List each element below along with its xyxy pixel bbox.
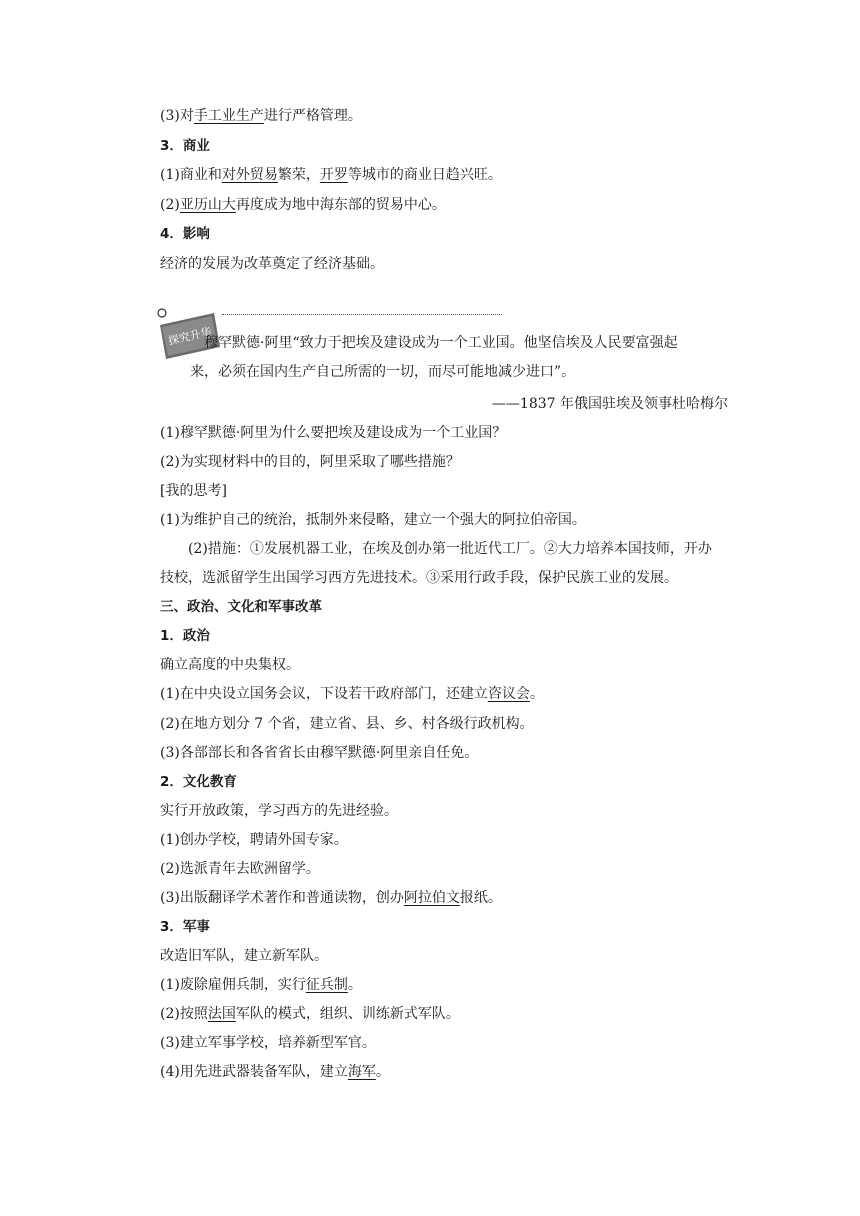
text-span: (3)各部部长和各省省长由穆罕默德·阿里亲自任免。: [160, 744, 479, 761]
text-span: 再度成为地中海东部的贸易中心。: [235, 196, 446, 213]
text-line: [160, 1004, 460, 1024]
dotted-divider: [222, 314, 502, 315]
underlined-term: 开罗: [319, 167, 348, 184]
text-span: (1)商业和: [160, 167, 222, 184]
text-span: (2)为实现材料中的目的，阿里采取了哪些措施？: [160, 454, 460, 471]
text-span: 军队的模式，组织、训练新式军队。: [235, 1006, 460, 1022]
text-span: (2)在地方划分 7 个省，建立省、县、乡、村各级行政机构。: [160, 715, 534, 732]
text-line: [160, 568, 678, 588]
underlined-term: 咨议会: [487, 686, 530, 703]
text-line: [160, 136, 210, 156]
explore-badge-label: 探究升华: [166, 325, 213, 348]
text-span: (2)按照: [160, 1006, 208, 1022]
text-line: [160, 917, 210, 937]
text-span: 。: [529, 686, 544, 703]
text-span: (2)措施：①发展机器工业，在埃及创办第一批近代工厂。②大力培养本国技师，开办: [188, 541, 712, 558]
text-span: (1)在中央设立国务会议，下设若干政府部门，还建立: [160, 686, 488, 703]
text-span: 技校，选派留学生出国学习西方先进技术。③采用行政手段，保护民族工业的发展。: [160, 570, 678, 587]
text-line: [160, 801, 398, 821]
text-line: [160, 1033, 376, 1053]
text-line: [188, 539, 712, 559]
text-span: 报纸。: [459, 889, 502, 906]
quote-line-2: 来，必须在国内生产自己所需的一切，而尽可能地减少进口”。: [190, 364, 576, 380]
text-span: (4)用先进武器装备军队，建立: [160, 1064, 348, 1081]
text-span: (3)建立军事学校，培养新型军官。: [160, 1035, 376, 1052]
text-span: 3．军事: [160, 918, 210, 935]
text-span: (1)穆罕默德·阿里为什么要把埃及建设成为一个工业国？: [160, 425, 507, 441]
text-line: [160, 452, 460, 472]
text-span: 1．政治: [160, 628, 210, 645]
underlined-term: 对外贸易: [221, 167, 278, 184]
underlined-term: 海军: [347, 1064, 376, 1081]
text-span: (3)对: [160, 108, 194, 124]
text-line: [160, 165, 502, 185]
text-line: [160, 626, 210, 646]
text-line: [160, 1062, 390, 1082]
text-line: [160, 106, 362, 126]
text-span: (1)废除雇佣兵制，实行: [160, 976, 306, 993]
text-line: [160, 254, 384, 274]
underlined-term: 法国: [207, 1006, 236, 1022]
text-span: (3)出版翻译学术著作和普通读物，创办: [160, 889, 404, 906]
underlined-term: 征兵制: [305, 976, 348, 993]
text-span: 。: [347, 976, 362, 993]
text-line: [160, 224, 210, 244]
text-span: 经济的发展为改革奠定了经济基础。: [160, 256, 384, 272]
text-line: [160, 714, 534, 734]
text-line: [160, 888, 502, 908]
text-span: (1)为维护自己的统治，抵制外来侵略，建立一个强大的阿拉伯帝国。: [160, 512, 586, 529]
text-span: 进行严格管理。: [263, 108, 362, 124]
text-line: [160, 510, 586, 530]
text-line: [160, 830, 348, 850]
quote-line-1: 穆罕默德·阿里“致力于把埃及建设成为一个工业国。他坚信埃及人民要富强起: [204, 335, 678, 351]
text-line: [160, 946, 328, 966]
underlined-term: 手工业生产: [193, 108, 264, 124]
text-line: [160, 655, 300, 675]
text-line: [160, 684, 544, 704]
text-span: [我的思考]: [160, 483, 227, 500]
quote-source: ——1837 年俄国驻埃及领事杜哈梅尔: [491, 396, 728, 412]
text-line: [160, 481, 227, 501]
text-line: [160, 975, 362, 995]
text-line: [160, 423, 506, 443]
text-span: 等城市的商业日趋兴旺。: [347, 167, 502, 184]
text-span: 实行开放政策，学习西方的先进经验。: [160, 802, 398, 819]
text-span: (2): [160, 196, 180, 213]
text-line: [160, 859, 320, 879]
text-span: 3．商业: [160, 137, 210, 154]
text-span: 。: [375, 1064, 390, 1081]
text-line: [160, 597, 322, 617]
text-span: 繁荣，: [277, 167, 320, 184]
underlined-term: 亚历山大: [179, 196, 236, 213]
text-span: 改造旧军队，建立新军队。: [160, 947, 328, 964]
text-line: [160, 195, 446, 215]
text-line: [160, 772, 237, 792]
underlined-term: 阿拉伯文: [403, 889, 460, 906]
text-span: 2．文化教育: [160, 773, 237, 790]
text-span: (1)创办学校，聘请外国专家。: [160, 831, 348, 848]
text-span: 确立高度的中央集权。: [160, 657, 300, 674]
text-span: (2)选派青年去欧洲留学。: [160, 860, 320, 877]
text-span: 三、政治、文化和军事改革: [160, 599, 322, 616]
text-span: 4．影响: [160, 226, 210, 243]
text-line: [160, 743, 478, 763]
